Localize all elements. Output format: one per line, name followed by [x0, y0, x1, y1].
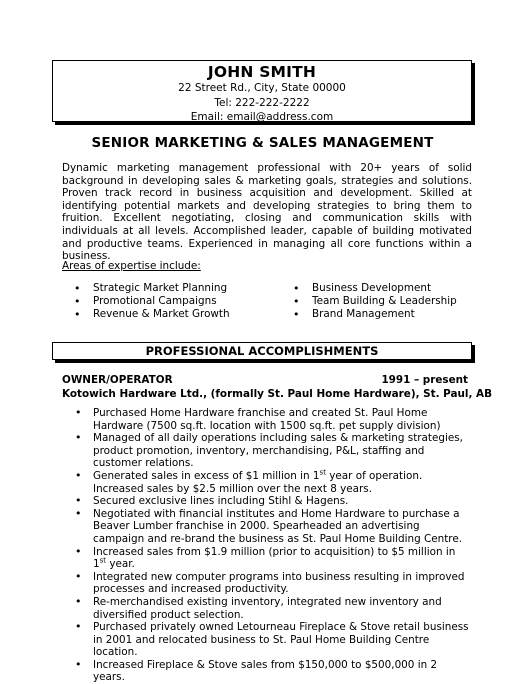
summary-paragraph: Dynamic marketing management professional with 20+ years of solid background in developing sales & marketing goals, strategies and solutions. Proven track record in business acquisition and development. Skilled at identifying potential markets and developing strategies to bring them to fruition. Excellent negotiating, closing and communication skills with individuals at all levels. Accomplished leader, capable of building motivated and productive teams. Experienced in managing all core functions within a business.: [62, 162, 472, 263]
address: 22 Street Rd., City, State 00000: [178, 82, 346, 94]
section-heading: PROFESSIONAL ACCOMPLISHMENTS: [52, 342, 472, 360]
ordinal-superscript: st: [99, 556, 107, 565]
skill-item: • Promotional Campaigns: [72, 295, 230, 308]
duty-item: • Increased Fireplace & Stove sales from $150,000 to $500,000 in 2 years.: [75, 659, 470, 684]
areas-heading: Areas of expertise include:: [62, 260, 201, 272]
duty-item: • Managed of all daily operations including sales & marketing strategies, product promotion, inventory, merchandising, P&L, staffing and customer relations.: [75, 432, 470, 470]
skill-item: • Revenue & Market Growth: [72, 308, 230, 321]
employer: Kotowich Hardware Ltd., (formally St. Paul Home Hardware), St. Paul, AB: [62, 388, 493, 400]
candidate-name: JOHN SMITH: [207, 63, 317, 81]
duties-list: [75, 407, 470, 684]
duty-item: • Purchased Home Hardware franchise and created St. Paul Home Hardware (7500 sq.ft. location with 1500 sq.ft. pet supply division): [75, 407, 470, 432]
duty-item: • Negotiated with financial institutes and Home Hardware to purchase a Beaver Lumber franchise in 2000. Spearheaded an advertising campaign and re-brand the business as St. Paul Home Building Centre.: [75, 508, 470, 546]
ordinal-superscript: st: [319, 468, 326, 477]
duty-item: • Increased sales from $1.9 million (prior to acquisition) to $5 million in 1st year.: [75, 546, 470, 571]
duty-item: • Integrated new computer programs into business resulting in improved processes and increased productivity.: [75, 571, 470, 596]
duty-item: • Purchased privately owned Letourneau Fireplace & Stove retail business in 2001 and relocated business to St. Paul Home Building Centre location.: [75, 621, 470, 659]
skill-item: • Team Building & Leadership: [291, 295, 457, 308]
resume-title: SENIOR MARKETING & SALES MANAGEMENT: [91, 135, 434, 151]
duty-item: • Secured exclusive lines including Stihl & Hagens.: [75, 495, 470, 508]
skill-item: • Business Development: [291, 282, 457, 295]
job-dates: 1991 – present: [381, 374, 468, 386]
skills-list-left: [72, 282, 230, 321]
skill-item: • Strategic Market Planning: [72, 282, 230, 295]
contact-header: [52, 60, 472, 122]
duty-item: • Generated sales in excess of $1 million in 1st year of operation. Increased sales by $2.5 million over the next 8 years.: [75, 470, 470, 495]
duty-item: • Re-merchandised existing inventory, integrated new inventory and diversified product selection.: [75, 596, 470, 621]
skills-list-right: [291, 282, 457, 321]
job-title: OWNER/OPERATOR: [62, 374, 173, 386]
skill-item: • Brand Management: [291, 308, 457, 321]
email: Email: email@address.com: [190, 111, 334, 123]
telephone: Tel: 222-222-2222: [214, 96, 310, 109]
